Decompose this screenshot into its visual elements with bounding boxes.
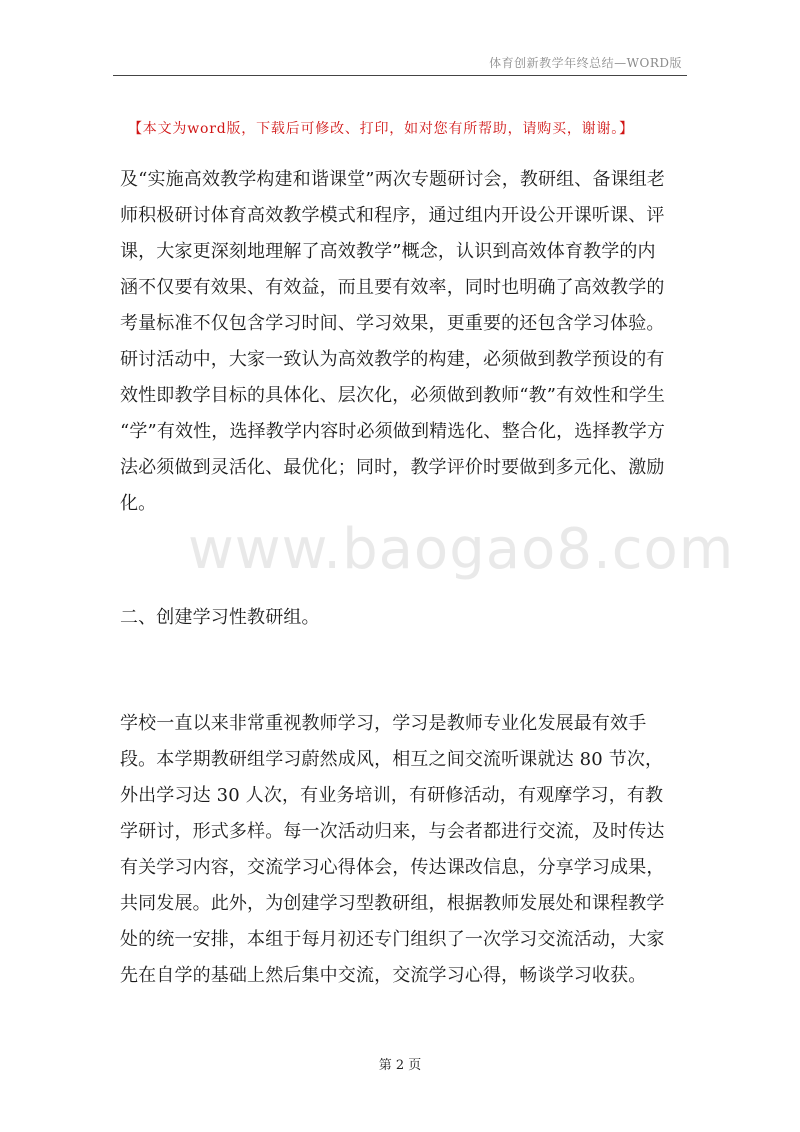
header-divider — [113, 75, 687, 76]
text-line: 效性即教学目标的具体化、层次化，必须做到教师“教”有效性和学生 — [120, 385, 666, 406]
text-line: 学校一直以来非常重视教师学习，学习是教师专业化发展最有效手 — [120, 713, 647, 734]
text-line: 段。本学期教研组学习蔚然成风，相互之间交流听课就达 80 节次， — [120, 749, 664, 770]
text-line: 考量标准不仅包含学习时间、学习效果，更重要的还包含学习体验。 — [120, 313, 665, 334]
text-line: 学研讨，形式多样。每一次活动归来，与会者都进行交流，及时传达 — [120, 821, 665, 842]
paragraph-2 — [120, 706, 665, 994]
text-line: 处的统一安排，本组于每月初还专门组织了一次学习交流活动，大家 — [120, 929, 665, 950]
running-header: 体育创新教学年终总结—WORD版 — [489, 56, 682, 70]
paragraph-1 — [120, 162, 665, 522]
text-line: 外出学习达 30 人次，有业务培训，有研修活动，有观摩学习，有教 — [120, 785, 664, 806]
download-notice: 【本文为word版，下载后可修改、打印，如对您有所帮助，请购买，谢谢。】 — [128, 121, 634, 137]
text-line: 课，大家更深刻地理解了高效教学”概念，认识到高效体育教学的内 — [120, 241, 656, 262]
text-line: 共同发展。此外，为创建学习型教研组，根据教师发展处和课程教学 — [120, 893, 665, 914]
text-line: 研讨活动中，大家一致认为高效教学的构建，必须做到教学预设的有 — [120, 349, 665, 370]
text-line: 化。 — [120, 493, 157, 514]
text-line: 二、创建学习性教研组。 — [120, 607, 320, 628]
text-line: 涵不仅要有效果、有效益，而且要有效率，同时也明确了高效教学的 — [120, 277, 665, 298]
watermark: www.baogao8.com — [188, 517, 735, 582]
text-line: 法必须做到灵活化、最优化；同时，教学评价时要做到多元化、激励 — [120, 457, 665, 478]
text-line: 及“实施高效教学构建和谐课堂”两次专题研讨会，教研组、备课组老 — [120, 169, 666, 190]
text-line: 师积极研讨体育高效教学模式和程序，通过组内开设公开课听课、评 — [120, 205, 665, 226]
text-line: 先在自学的基础上然后集中交流，交流学习心得，畅谈学习收获。 — [120, 965, 647, 986]
text-line: “学”有效性，选择教学内容时必须做到精选化、整合化，选择教学方 — [120, 421, 666, 442]
section-heading — [120, 600, 320, 636]
page-number: 第 2 页 — [378, 1058, 422, 1073]
text-line: 有关学习内容，交流学习心得体会，传达课改信息，分享学习成果， — [120, 857, 665, 878]
